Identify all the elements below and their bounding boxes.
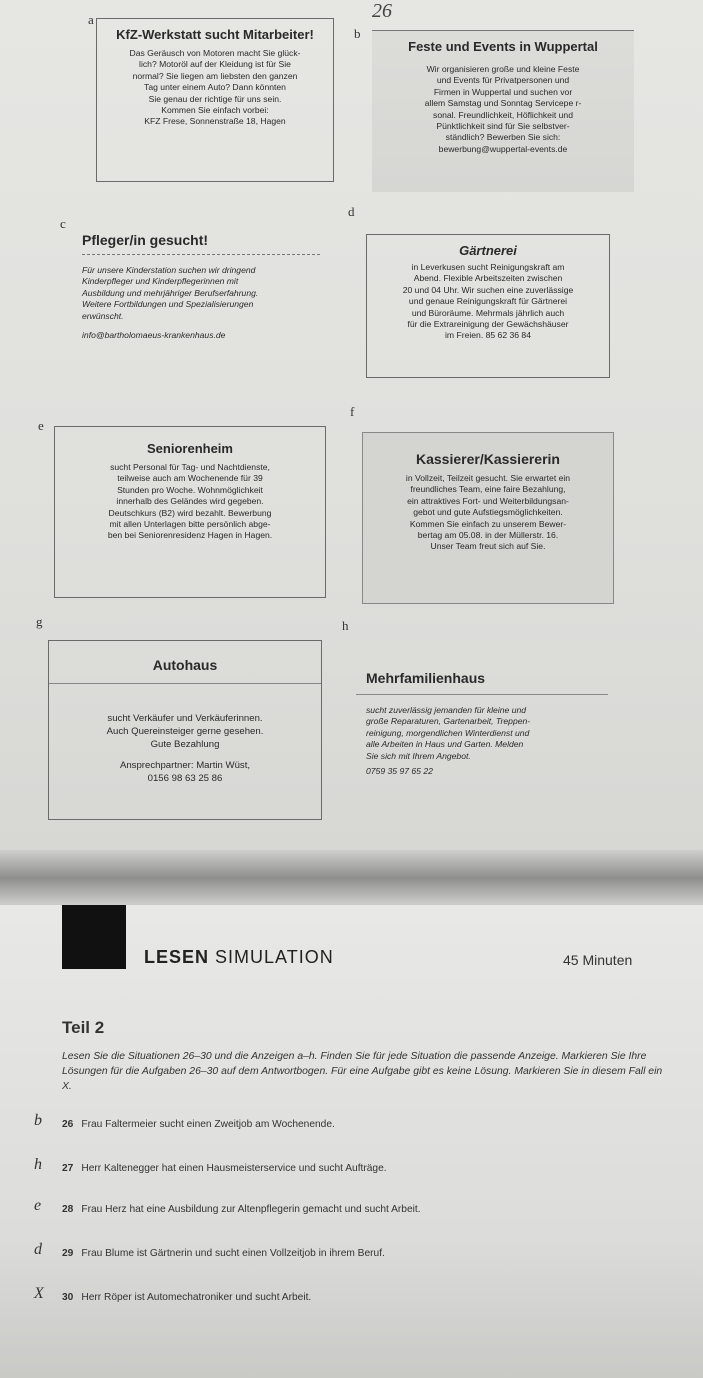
ad-d-body [367,262,609,342]
ad-line: normal? Sie liegen am liebsten den ganzen [132,70,298,81]
ad-line: Deutschkurs (B2) wird bezahlt. Bewerbung [108,507,272,518]
ad-f-body [363,473,613,553]
ad-line: allem Samstag und Sonntag Servicepe r- [424,98,582,109]
ad-contact: info@bartholomaeus-krankenhaus.de [82,330,226,341]
situation-number: 27 [62,1163,74,1174]
situation-number: 30 [62,1292,74,1303]
ad-line: in Leverkusen sucht Reinigungskraft am [411,262,565,272]
ad-line: Wir organisieren große und kleine Feste [426,64,580,74]
ad-line: KFZ Frese, Sonnenstraße 18, Hagen [144,116,286,127]
situation-item-28 [62,1204,421,1215]
ad-a-body [97,48,333,128]
ad-line: teilweise auch am Wochenende für 39 [117,473,263,484]
ad-letter-h: h [342,618,349,633]
answer-mark-27: h [34,1156,42,1173]
situation-number: 26 [62,1119,74,1130]
ad-line: Tag unter einem Auto? Dann könnten [144,82,286,93]
ad-d [366,234,610,378]
ad-letter-e: e [38,418,44,433]
ad-line: und Büroräume. Mehrmals jährlich auch [411,307,565,318]
situation-text: Herr Röper ist Automechatroniker und sucht Arbeit. [81,1292,312,1303]
ad-letter-b: b [354,26,361,41]
ad-b [372,30,634,192]
ad-b-title: Feste und Events in Wuppertal [408,39,598,54]
section-title [144,947,334,968]
ad-line: ständlich? Bewerben Sie sich: [445,132,561,143]
ad-line: für die Extrareinigung der Gewächshäuser [407,319,569,330]
section-title-lesen: LESEN [144,947,210,967]
ad-line: große Reparaturen, Gartenarbeit, Treppen- [366,716,531,727]
ad-letter-c: c [60,216,66,231]
ad-line: Unser Team freut sich auf Sie. [430,541,546,552]
instructions: Lesen Sie die Situationen 26–30 und die Anzeigen a–h. Finden Sie für jede Situation die passende Anzeige. Markieren Sie Ihre Lösungen für die Aufgaben 26–30 auf dem Antwortbogen. Für eine Aufgabe gibt es keine Lösung. Markieren Sie in diesem Fall ein X. [62,1051,663,1092]
section-duration: 45 Minuten [563,952,633,968]
ad-line: lich? Motoröl auf der Kleidung ist für Sie [139,59,291,70]
ad-line: Pünktlichkeit sind für Sie selbstver- [436,121,570,132]
ad-line: Auch Quereinsteiger gerne gesehen. [106,726,264,737]
handwritten-number: 26 [372,0,392,22]
ad-line: gebot und gute Aufstiegsmöglichkeiten. [413,507,563,518]
ad-line: 20 und 04 Uhr. Wir suchen eine zuverlässige [402,284,574,295]
ad-line: und Events für Privatpersonen und [436,75,570,86]
ad-line: sucht Personal für Tag- und Nachtdienste, [110,462,270,472]
ad-c-divider [82,254,320,255]
ad-line: Firmen in Wuppertal und suchen vor [433,86,573,97]
situation-text: Frau Herz hat eine Ausbildung zur Altenpflegerin gemacht und sucht Arbeit. [81,1204,421,1215]
ad-b-body [372,64,634,155]
ad-f [362,432,614,604]
ad-line: Sie genau der richtige für uns sein. [148,93,282,104]
ad-contact: 0759 35 97 65 22 [366,766,433,777]
ad-line: Für unsere Kinderstation suchen wir dringend [82,265,256,275]
ad-line: Abend. Flexible Arbeitszeiten zwischen [413,273,563,284]
situation-item-29 [62,1248,385,1259]
ad-line: Stunden pro Woche. Wohnmöglichkeit [117,484,263,495]
ad-contact: 0156 98 63 25 86 [147,773,223,784]
situation-number: 29 [62,1248,74,1259]
ad-line: innerhalb des Geländes wird gegeben. [116,496,264,507]
ad-line: sucht Verkäufer und Verkäuferinnen. [107,713,263,724]
ad-line: Sie sich mit Ihrem Angebot. [366,750,471,761]
situation-item-27 [62,1163,387,1174]
ad-line: sucht zuverlässig jemanden für kleine und [366,705,527,715]
ad-line: Kommen Sie einfach zu unserem Bewer- [409,518,567,529]
situation-text: Herr Kaltenegger hat einen Hausmeisterservice und sucht Aufträge. [81,1163,387,1174]
situation-text: Frau Faltermeier sucht einen Zweitjob am Wochenende. [81,1119,335,1130]
situation-item-30 [62,1292,311,1303]
ad-line: mit allen Unterlagen bitte persönlich abge- [109,519,271,530]
ad-spacer [57,751,313,759]
ad-letter-d: d [348,204,355,219]
ad-letter-a: a [88,12,94,27]
ad-a-title: KfZ-Werkstatt sucht Mitarbeiter! [116,27,314,42]
ad-c-body [74,265,328,341]
ad-e [54,426,326,598]
situation-text: Frau Blume ist Gärtnerin und sucht einen Vollzeitjob in ihrem Beruf. [81,1248,385,1259]
answer-mark-26: b [34,1112,42,1129]
ad-g-body [49,712,321,785]
ad-line: Kinderpfleger und Kinderpflegerinnen mit [82,276,239,287]
situation-item-26 [62,1119,335,1130]
ad-e-title: Seniorenheim [147,441,233,456]
ad-g-divider [49,683,321,684]
ad-h-divider [356,694,608,695]
ad-line: bertag am 05.08. in der Müllerstr. 16. [417,530,559,541]
ad-letter-g: g [36,614,43,629]
ad-line: reinigung, morgendlichen Winterdienst und [366,727,530,738]
ad-h-body [356,705,608,777]
ad-line: Weitere Fortbildungen und Spezialisierungen [82,299,254,310]
section-title-simulation: SIMULATION [215,947,334,967]
ad-e-body [55,462,325,542]
ad-h-title: Mehrfamilienhaus [366,670,486,686]
ad-line: im Freien. 85 62 36 84 [445,330,531,341]
ad-letter-f: f [350,404,355,419]
ad-line: und genaue Reinigungskraft für Gärtnerei [408,296,568,307]
ad-line: alle Arbeiten in Haus und Garten. Melden [366,739,524,750]
page-bottom [0,905,703,1378]
ad-line: Das Geräusch von Motoren macht Sie glück- [129,48,301,58]
ad-line: ben bei Seniorenresidenz Hagen in Hagen. [107,530,273,541]
part-title: Teil 2 [62,1018,105,1037]
ad-line: erwünscht. [82,310,124,321]
ad-line: Ausbildung und mehrjähriger Berufserfahrung. [82,287,259,298]
answer-mark-28: e [34,1197,42,1214]
answer-mark-29: d [34,1241,42,1258]
ad-d-title: Gärtnerei [459,243,517,258]
answer-mark-30: X [34,1285,44,1302]
ad-line: bewerbung@wuppertal-events.de [438,143,568,154]
ad-f-title: Kassierer/Kassiererin [416,451,560,467]
ad-line: sonal. Freundlichkeit, Höflichkeit und [433,109,573,120]
ad-line: ein attraktives Fort- und Weiterbildungsan- [407,495,569,506]
ad-line: Ansprechpartner: Martin Wüst, [119,760,251,771]
ad-line: in Vollzeit, Teilzeit gesucht. Sie erwartet ein [405,473,571,483]
ad-g-title: Autohaus [152,657,218,673]
section-marker-block [62,905,126,969]
ad-h [356,662,608,822]
ad-line: Gute Bezahlung [150,739,220,750]
ad-g [48,640,322,820]
ad-a [96,18,334,182]
ad-line: freundliches Team, eine faire Bezahlung, [410,484,566,495]
ad-line: Kommen Sie einfach vorbei: [161,105,269,116]
ad-c [74,224,328,364]
ad-c-title: Pfleger/in gesucht! [82,232,209,248]
situation-number: 28 [62,1204,74,1215]
